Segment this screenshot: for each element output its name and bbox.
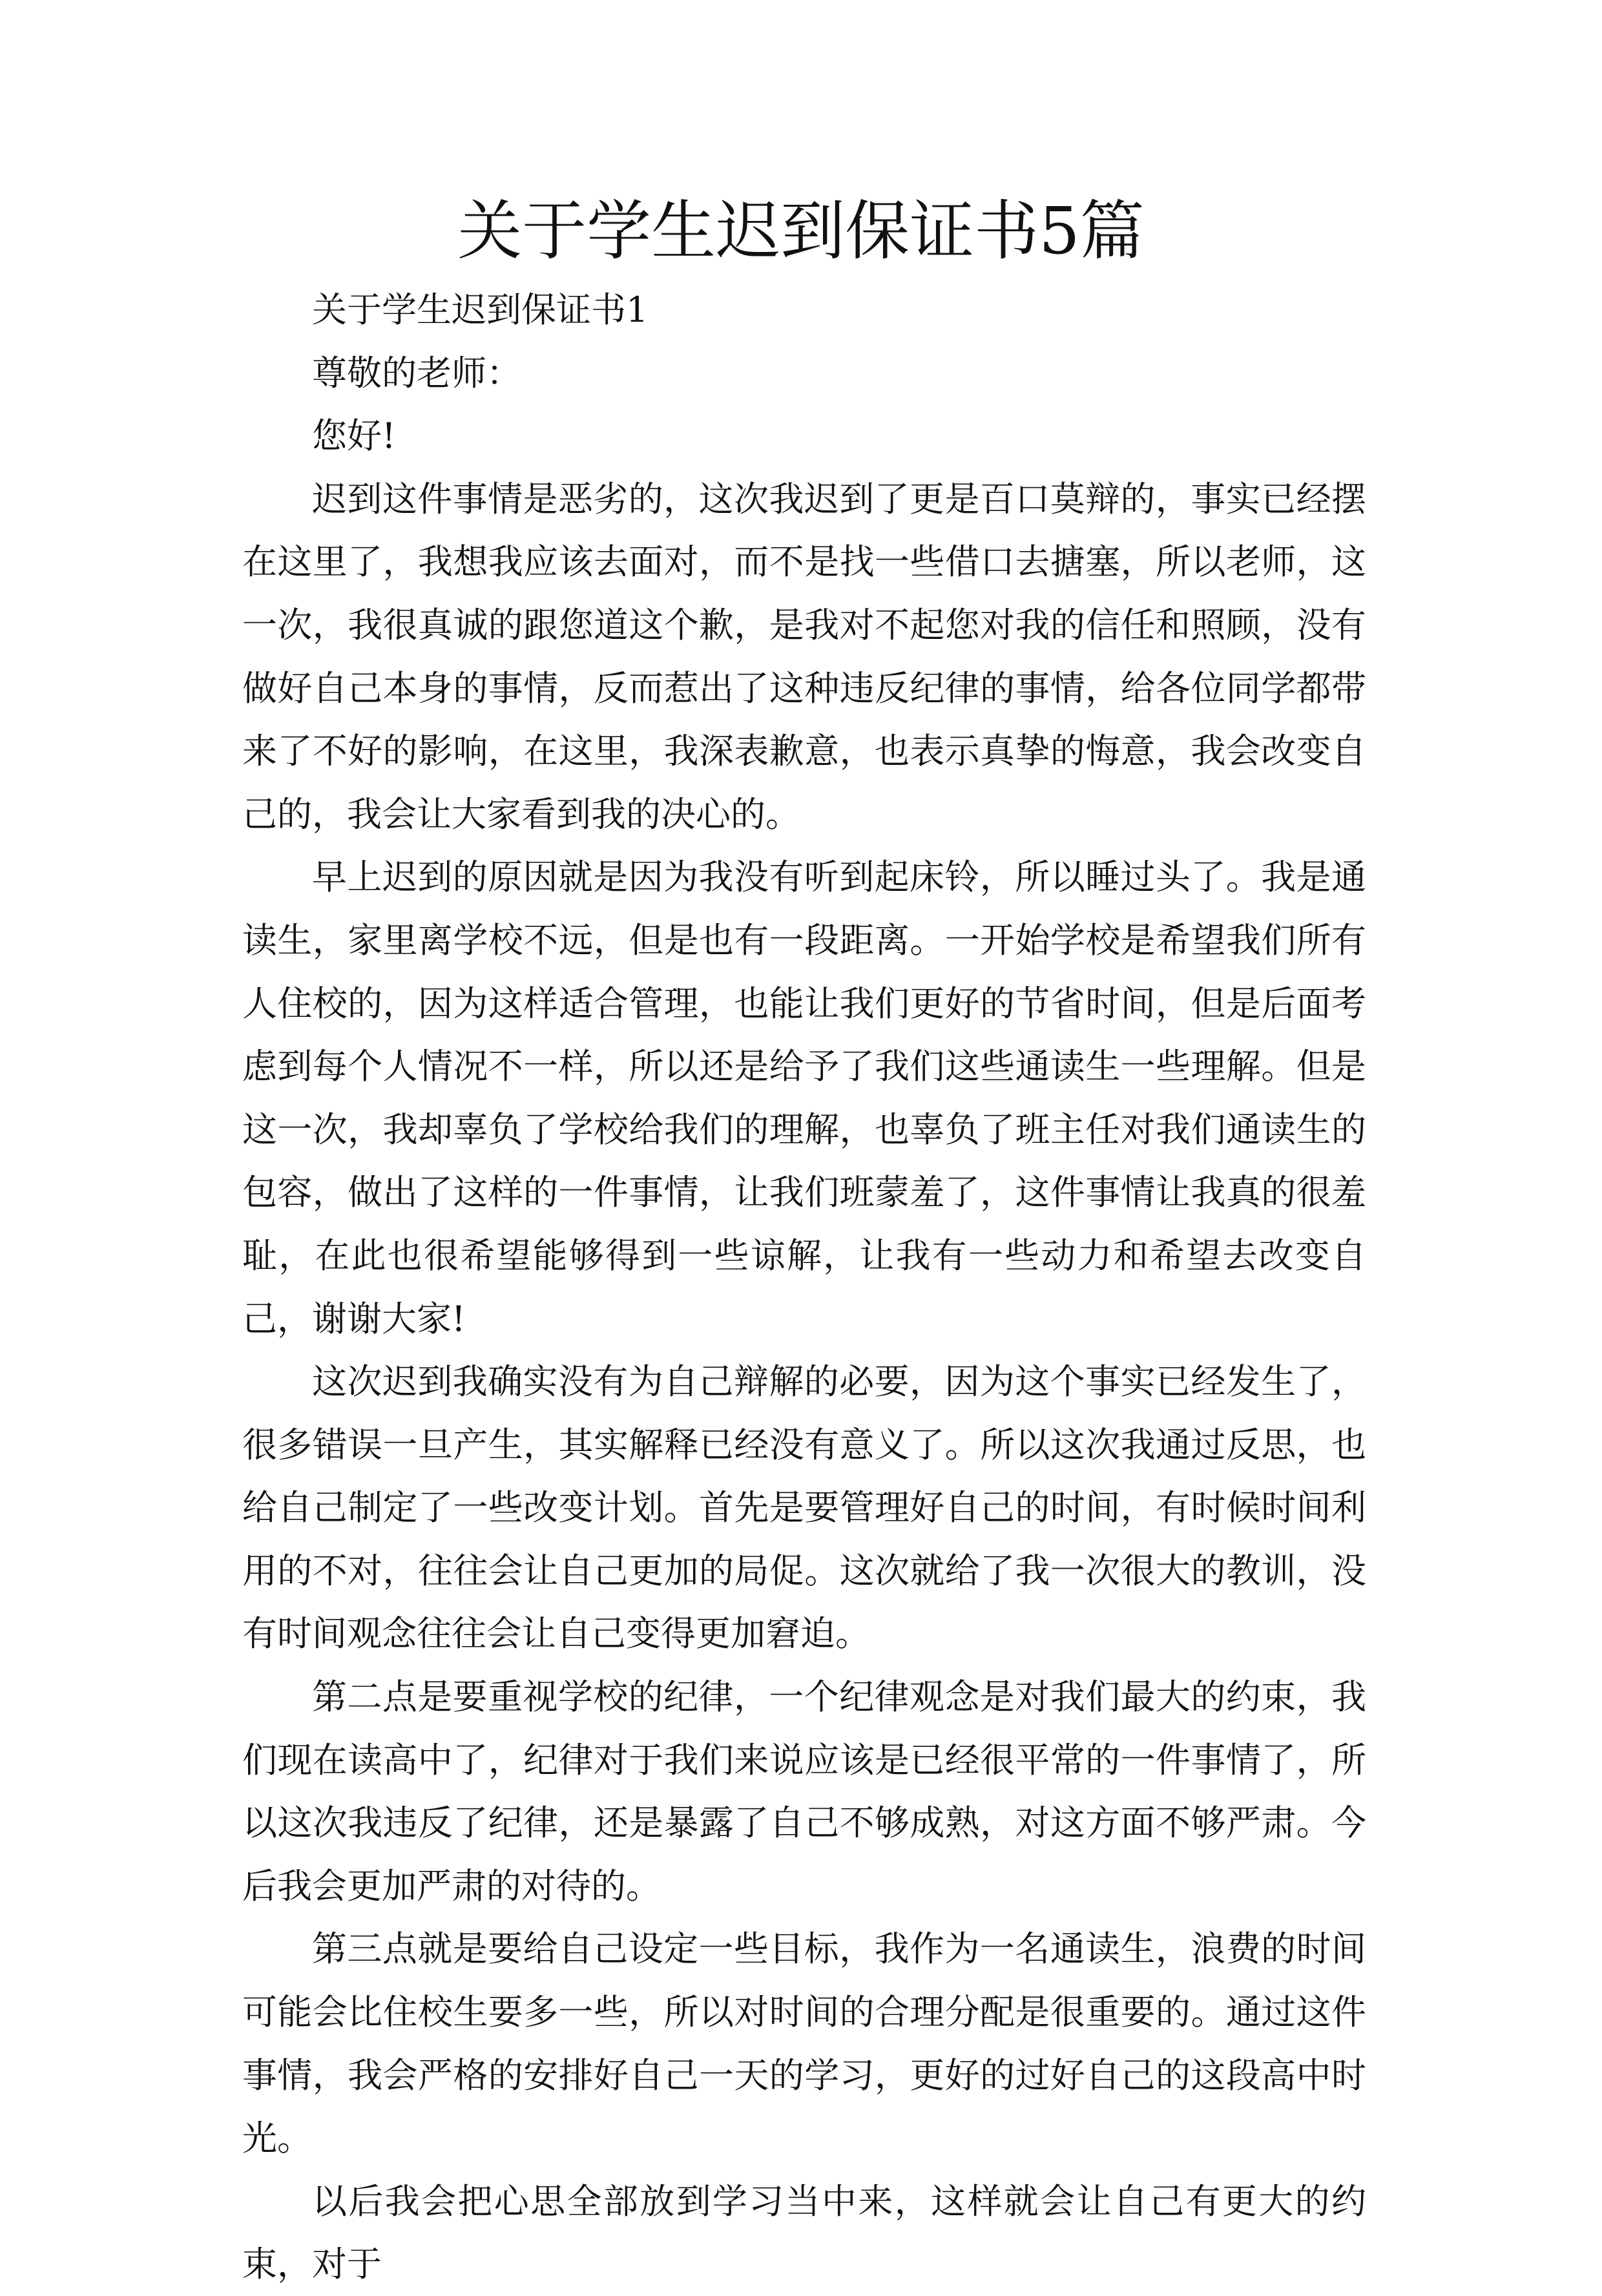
- paragraph: 早上迟到的原因就是因为我没有听到起床铃，所以睡过头了。我是通读生，家里离学校不远，但是也有一段距离。一开始学校是希望我们所有人住校的，因为这样适合管理，也能让我们更好的节省时间，但是后面考虑到每个人情况不一样，所以还是给予了我们这些通读生一些理解。但是这一次，我却辜负了学校给我们的理解，也辜负了班主任对我们通读生的包容，做出了这样的一件事情，让我们班蒙羞了，这件事情让我真的很羞耻，在此也很希望能够得到一些谅解，让我有一些动力和希望去改变自己，谢谢大家!: [242, 857, 1366, 1339]
- document-title: 关于学生迟到保证书5篇: [457, 193, 1145, 269]
- document-body: [242, 278, 1366, 2296]
- paragraph: 第二点是要重视学校的纪律，一个纪律观念是对我们最大的约束，我们现在读高中了，纪律对于我们来说应该是已经很平常的一件事情了，所以这次我违反了纪律，还是暴露了自己不够成熟，对这方面不够严肃。今后我会更加严肃的对待的。: [242, 1676, 1366, 1906]
- section-heading: 关于学生迟到保证书1: [312, 289, 649, 330]
- paragraph: 第三点就是要给自己设定一些目标，我作为一名通读生，浪费的时间可能会比住校生要多一些，所以对时间的合理分配是很重要的。通过这件事情，我会严格的安排好自己一天的学习，更好的过好自己的这段高中时光。: [242, 1928, 1366, 2159]
- salutation: 尊敬的老师：: [312, 352, 521, 393]
- paragraph: 以后我会把心思全部放到学习当中来，这样就会让自己有更大的约束，对于: [242, 2180, 1366, 2285]
- paragraph: 迟到这件事情是恶劣的，这次我迟到了更是百口莫辩的，事实已经摆在这里了，我想我应该去面对，而不是找一些借口去搪塞，所以老师，这一次，我很真诚的跟您道这个歉，是我对不起您对我的信任和照顾，没有做好自己本身的事情，反而惹出了这种违反纪律的事情，给各位同学都带来了不好的影响，在这里，我深表歉意，也表示真挚的悔意，我会改变自己的，我会让大家看到我的决心的。: [242, 478, 1366, 835]
- paragraph: 这次迟到我确实没有为自己辩解的必要，因为这个事实已经发生了，很多错误一旦产生，其实解释已经没有意义了。所以这次我通过反思，也给自己制定了一些改变计划。首先是要管理好自己的时间，有时候时间利用的不对，往往会让自己更加的局促。这次就给了我一次很大的教训，没有时间观念往往会让自己变得更加窘迫。: [242, 1361, 1366, 1654]
- greeting: 您好!: [312, 415, 396, 457]
